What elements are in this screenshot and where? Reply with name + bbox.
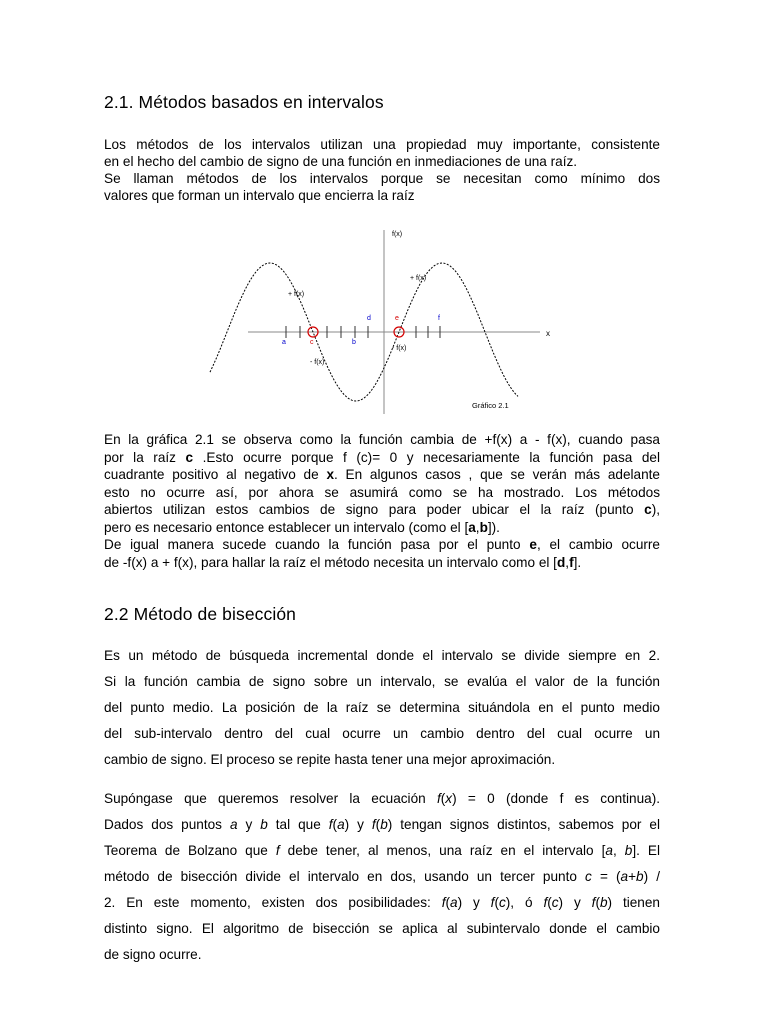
text-line: En la gráfica 2.1 se observa como la función cambia de +f(x) a - f(x), cuando pasa [104,432,660,447]
text-line: Es un método de búsqueda incremental donde el intervalo se divide siempre en 2. [104,648,660,663]
text-line: Supóngase que queremos resolver la ecuación f(x) = 0 (donde f es continua). [104,791,660,806]
y-axis-label: f(x) [392,231,403,238]
text-line: cambio de signo. El proceso se repite hasta tener una mejor aproximación. [104,752,556,767]
text-line: De igual manera sucede cuando la función pasa por el punto e, el cambio ocurre [104,537,660,552]
paragraph-intro [104,136,660,204]
text-line: de -f(x) a + f(x), para hallar la raíz el método necesita un intervalo como el [d,f]. [104,554,582,570]
text-line: Teorema de Bolzano que f debe tener, al menos, una raíz en el intervalo [a, b]. El [104,843,660,858]
point-label-b: b [352,339,356,346]
text-line: 2. En este momento, existen dos posibilidades: f(a) y f(c), ó f(c) y f(b) tienen [104,895,660,910]
text-line: distinto signo. El algoritmo de bisección se aplica al subintervalo donde el cambio [104,921,660,936]
text-line: del sub-intervalo dentro del cual ocurre un cambio dentro del cual ocurre un [104,726,660,741]
text-line: por la raíz c .Esto ocurre porque f (c)= 0 y necesariamente la función pasa del [104,449,660,465]
text-line: Se llaman métodos de los intervalos porque se necesitan como mínimo dos [104,171,660,186]
text-line: del punto medio. La posición de la raíz se determina situándola en el punto medio [104,700,660,715]
text-line: abiertos utilizan estos cambios de signo para poder ubicar el la raíz (punto c), [104,502,660,517]
point-label-a: a [282,339,286,346]
x-axis-label: x [546,329,550,338]
text-line: pero es necesario entonce establecer un intervalo (como el [a,b]). [104,519,500,535]
paragraph-bisection-intro [104,643,660,773]
function-graph [200,222,560,418]
point-label-e: e [395,315,399,322]
point-label-c: c [310,339,314,346]
point-label-d: d [367,315,371,322]
paragraph-bisection-details [104,786,660,968]
section-heading-bisection: 2.2 Método de bisección [104,604,297,624]
label-minus-fx-right: - f(x) [392,345,407,352]
text-line: valores que forman un intervalo que encierra la raíz [104,188,415,203]
text-line: Los métodos de los intervalos utilizan una propiedad muy importante, consistente [104,137,660,152]
label-minus-fx-left: - f(x) [310,359,325,366]
text-line: de signo ocurre. [104,947,202,962]
text-line: Dados dos puntos a y b tal que f(a) y f(b) tengan signos distintos, sabemos por el [104,817,660,832]
label-plus-fx-left: + f(x) [288,291,305,298]
section-heading-intervals: 2.1. Métodos basados en intervalos [104,92,384,112]
text-line: método de bisección divide el intervalo en dos, usando un tercer punto c = (a+b) / [104,869,660,884]
label-plus-fx-right: + f(x) [410,275,427,282]
graph-caption: Gráfico 2.1 [472,401,509,410]
text-line: en el hecho del cambio de signo de una función en inmediaciones de una raíz. [104,154,578,169]
text-line: esto no ocurre así, por ahora se asumirá como se ha mostrado. Los métodos [104,484,660,500]
text-line: cuadrante positivo al negativo de x. En algunos casos , que se verán más adelante [104,467,660,482]
point-label-f: f [438,315,440,322]
paragraph-graph-explanation [104,431,660,571]
text-line: Si la función cambia de signo sobre un intervalo, se evalúa el valor de la función [104,674,660,689]
